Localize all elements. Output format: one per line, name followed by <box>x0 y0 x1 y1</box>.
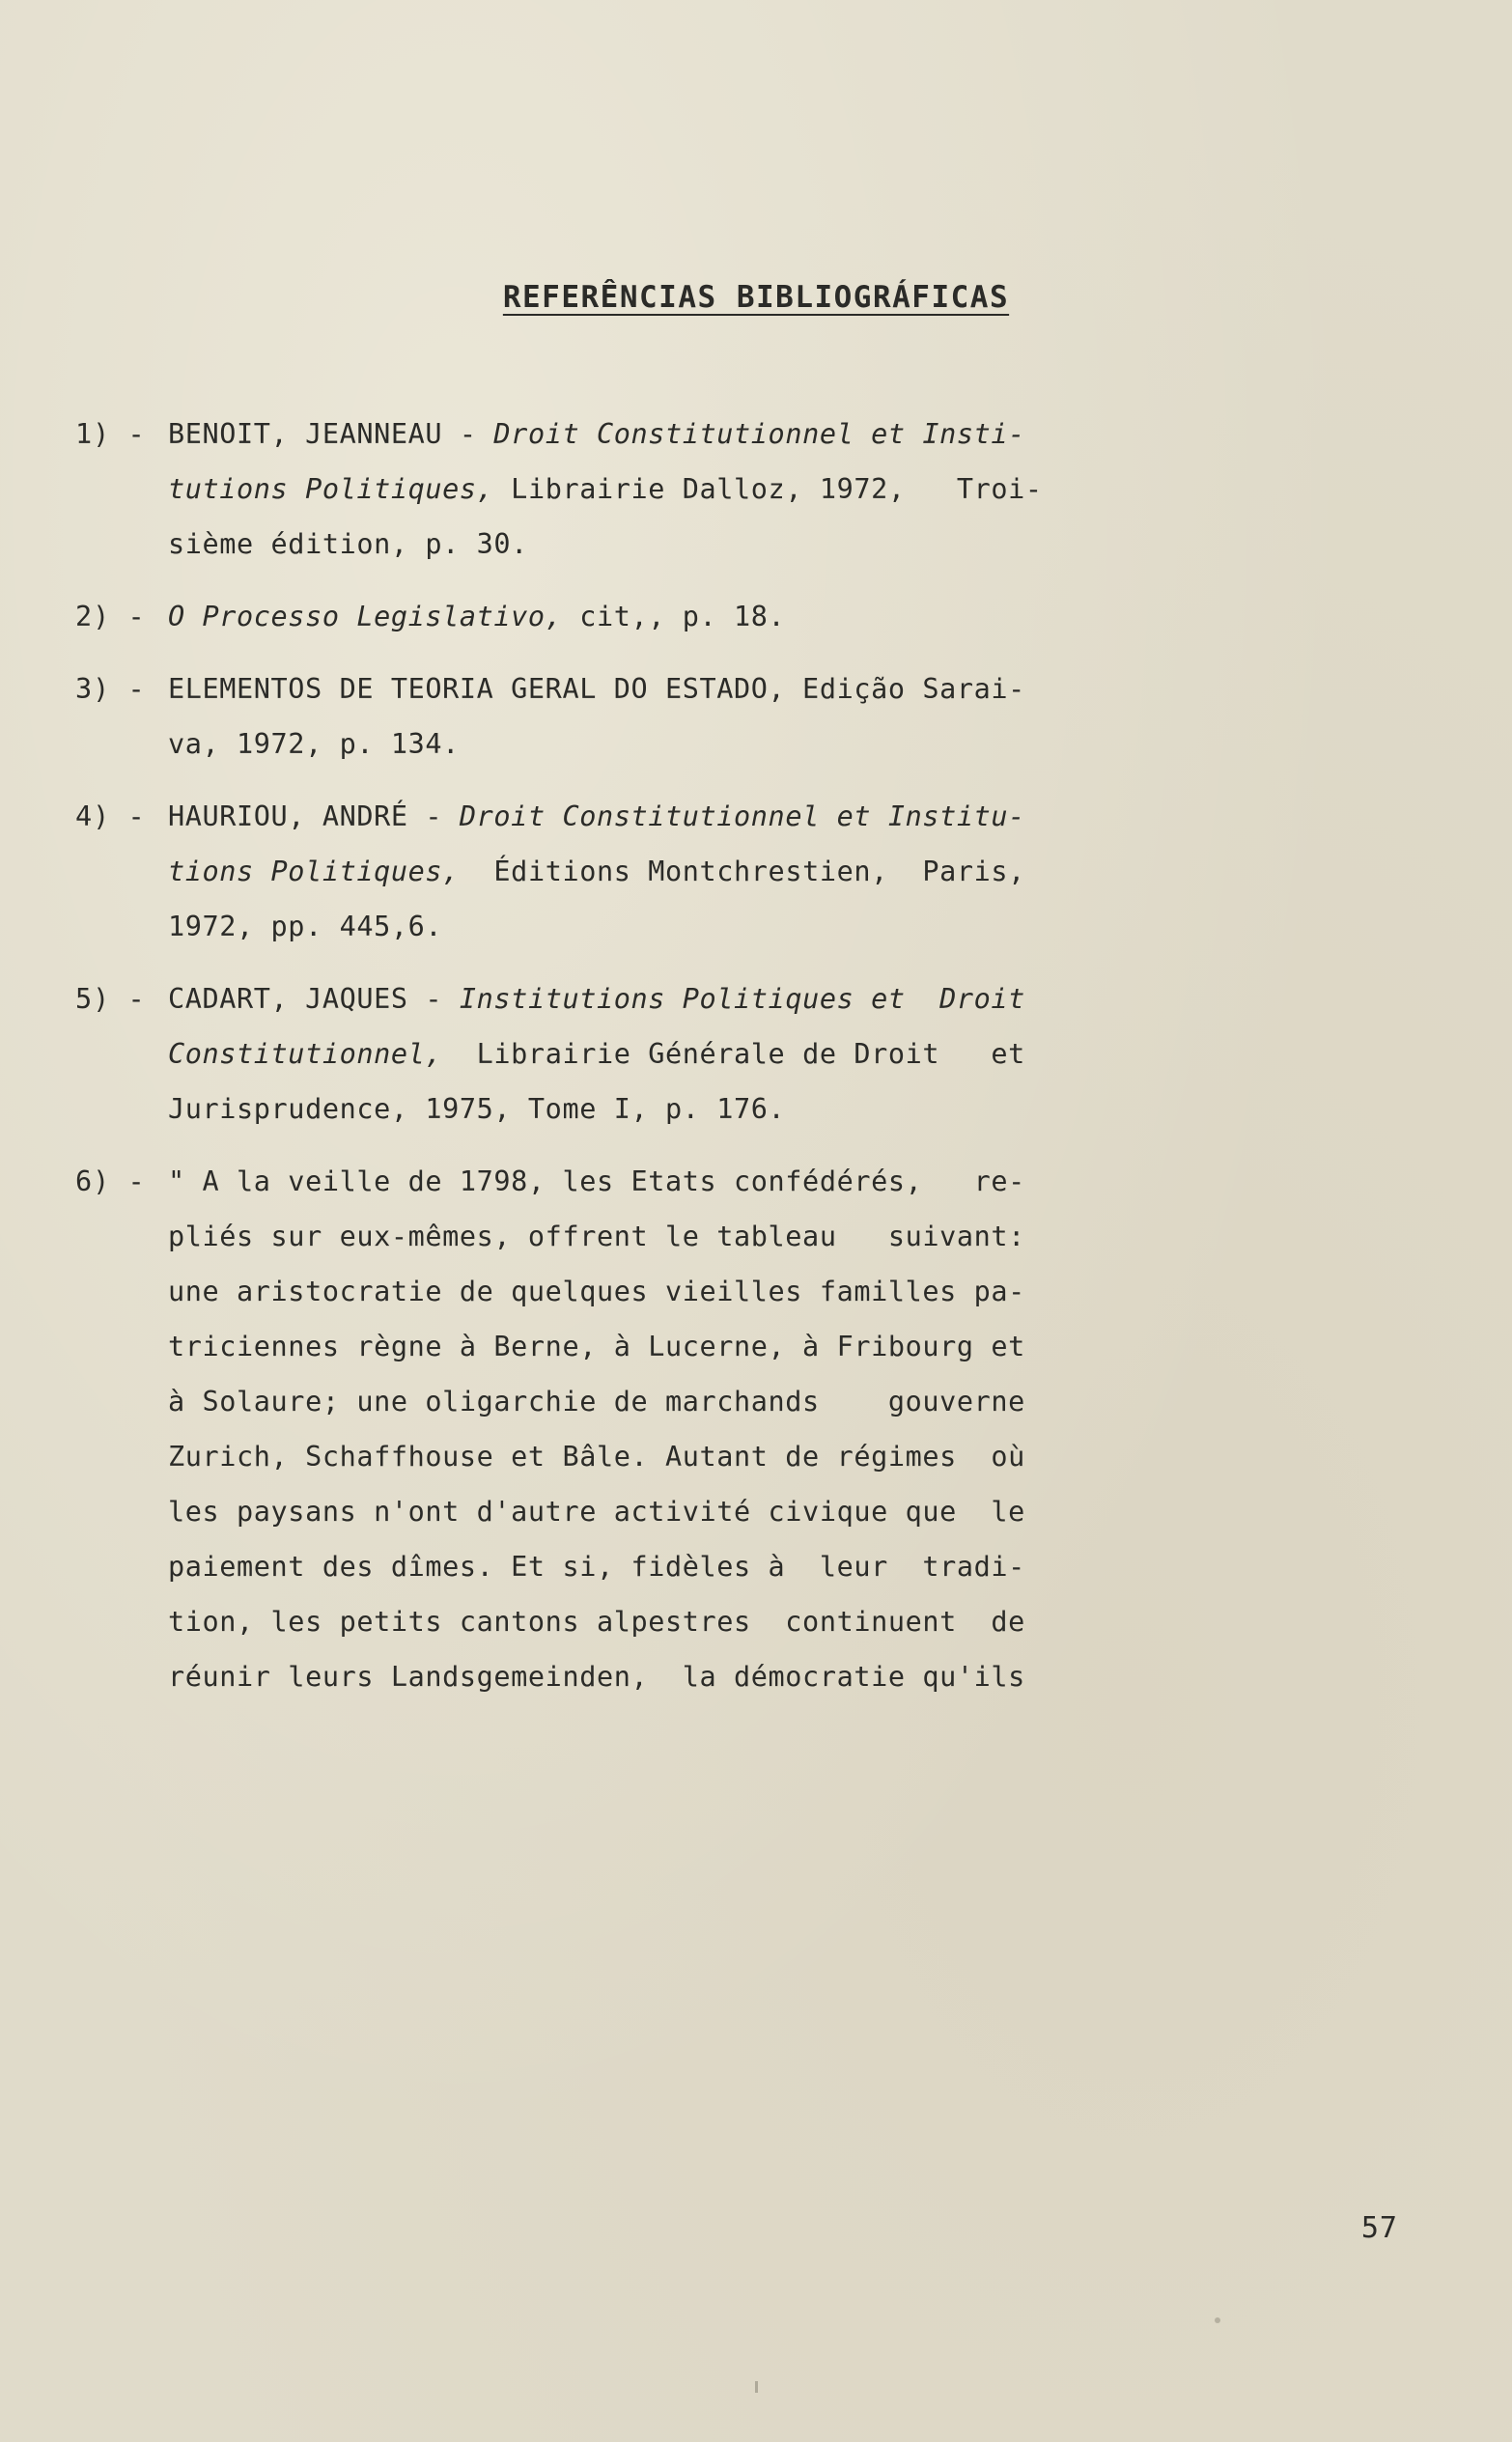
reference-entry <box>0 971 1512 1137</box>
title-italic-text: Droit Constitutionnel et Institu- <box>459 800 1025 832</box>
page-title: REFERÊNCIAS BIBLIOGRÁFICAS <box>502 280 1010 315</box>
reference-text <box>168 407 1435 572</box>
reference-line <box>168 1209 1435 1264</box>
plain-text: Éditions Montchrestien, Paris, <box>459 856 1025 887</box>
plain-text: tion, les petits cantons alpestres continuent de <box>168 1606 1025 1638</box>
reference-line <box>168 716 1435 772</box>
reference-line <box>168 971 1435 1026</box>
reference-text <box>168 789 1435 954</box>
reference-line <box>168 407 1435 462</box>
reference-line <box>168 899 1435 954</box>
references-list <box>0 407 1512 1704</box>
plain-text: paiement des dîmes. Et si, fidèles à leur tradi- <box>168 1551 1025 1583</box>
reference-line <box>168 1649 1435 1704</box>
reference-line <box>168 1154 1435 1209</box>
plain-text: à Solaure; une oligarchie de marchands gouverne <box>168 1386 1025 1417</box>
reference-marker: 5) - <box>75 983 146 1015</box>
reference-text <box>168 589 1435 644</box>
reference-line <box>168 1374 1435 1429</box>
reference-line <box>168 1594 1435 1649</box>
reference-line <box>168 517 1435 572</box>
reference-line <box>168 1539 1435 1594</box>
reference-entry <box>0 789 1512 954</box>
plain-text: sième édition, p. 30. <box>168 528 528 560</box>
title-italic-text: Constitutionnel, <box>168 1038 443 1070</box>
plain-text: va, 1972, p. 134. <box>168 728 460 760</box>
page-number: 57 <box>1360 2211 1398 2245</box>
plain-text: pliés sur eux-mêmes, offrent le tableau suivant: <box>168 1221 1025 1252</box>
plain-text: CADART, JAQUES - <box>168 983 460 1015</box>
plain-text: Librairie Dalloz, 1972, Troi- <box>493 473 1043 505</box>
reference-line <box>168 1429 1435 1484</box>
plain-text: ELEMENTOS DE TEORIA GERAL DO ESTADO, Edição Sarai- <box>168 673 1025 705</box>
reference-line <box>168 661 1435 716</box>
plain-text: triciennes règne à Berne, à Lucerne, à Fribourg et <box>168 1331 1025 1362</box>
title-italic-text: Droit Constitutionnel et Insti- <box>493 418 1025 450</box>
reference-marker: 1) - <box>75 418 146 450</box>
scan-artifact-dot <box>1215 2317 1220 2323</box>
reference-line <box>168 1264 1435 1319</box>
title-italic-text: O Processo Legislativo, <box>168 601 563 632</box>
plain-text: HAURIOU, ANDRÉ - <box>168 800 460 832</box>
plain-text: Librairie Générale de Droit et <box>442 1038 1025 1070</box>
reference-line <box>168 1026 1435 1081</box>
reference-line <box>168 1319 1435 1374</box>
reference-entry <box>0 589 1512 644</box>
plain-text: réunir leurs Landsgemeinden, la démocratie qu'ils <box>168 1661 1025 1693</box>
reference-entry <box>0 1154 1512 1704</box>
title-italic-text: tutions Politiques, <box>168 473 494 505</box>
reference-marker: 6) - <box>75 1165 146 1197</box>
reference-line <box>168 1081 1435 1137</box>
reference-marker: 3) - <box>75 673 146 705</box>
reference-text <box>168 661 1435 772</box>
plain-text: BENOIT, JEANNEAU - <box>168 418 494 450</box>
plain-text: cit,, p. 18. <box>562 601 786 632</box>
reference-line <box>168 844 1435 899</box>
reference-entry <box>0 661 1512 772</box>
reference-line <box>168 462 1435 517</box>
reference-text <box>168 971 1435 1137</box>
plain-text: Jurisprudence, 1975, Tome I, p. 176. <box>168 1093 786 1125</box>
title-italic-text: Institutions Politiques et Droit <box>459 983 1025 1015</box>
reference-marker: 2) - <box>75 601 146 632</box>
plain-text: 1972, pp. 445,6. <box>168 911 443 942</box>
plain-text: " A la veille de 1798, les Etats confédérés, re- <box>168 1165 1025 1197</box>
plain-text: une aristocratie de quelques vieilles familles pa- <box>168 1276 1025 1307</box>
reference-marker: 4) - <box>75 800 146 832</box>
title-italic-text: tions Politiques, <box>168 856 460 887</box>
scan-artifact-mark <box>755 2381 758 2393</box>
plain-text: Zurich, Schaffhouse et Bâle. Autant de régimes où <box>168 1441 1025 1473</box>
reference-entry <box>0 407 1512 572</box>
reference-line <box>168 589 1435 644</box>
reference-line <box>168 789 1435 844</box>
plain-text: les paysans n'ont d'autre activité civique que le <box>168 1496 1025 1528</box>
reference-line <box>168 1484 1435 1539</box>
reference-text <box>168 1154 1435 1704</box>
